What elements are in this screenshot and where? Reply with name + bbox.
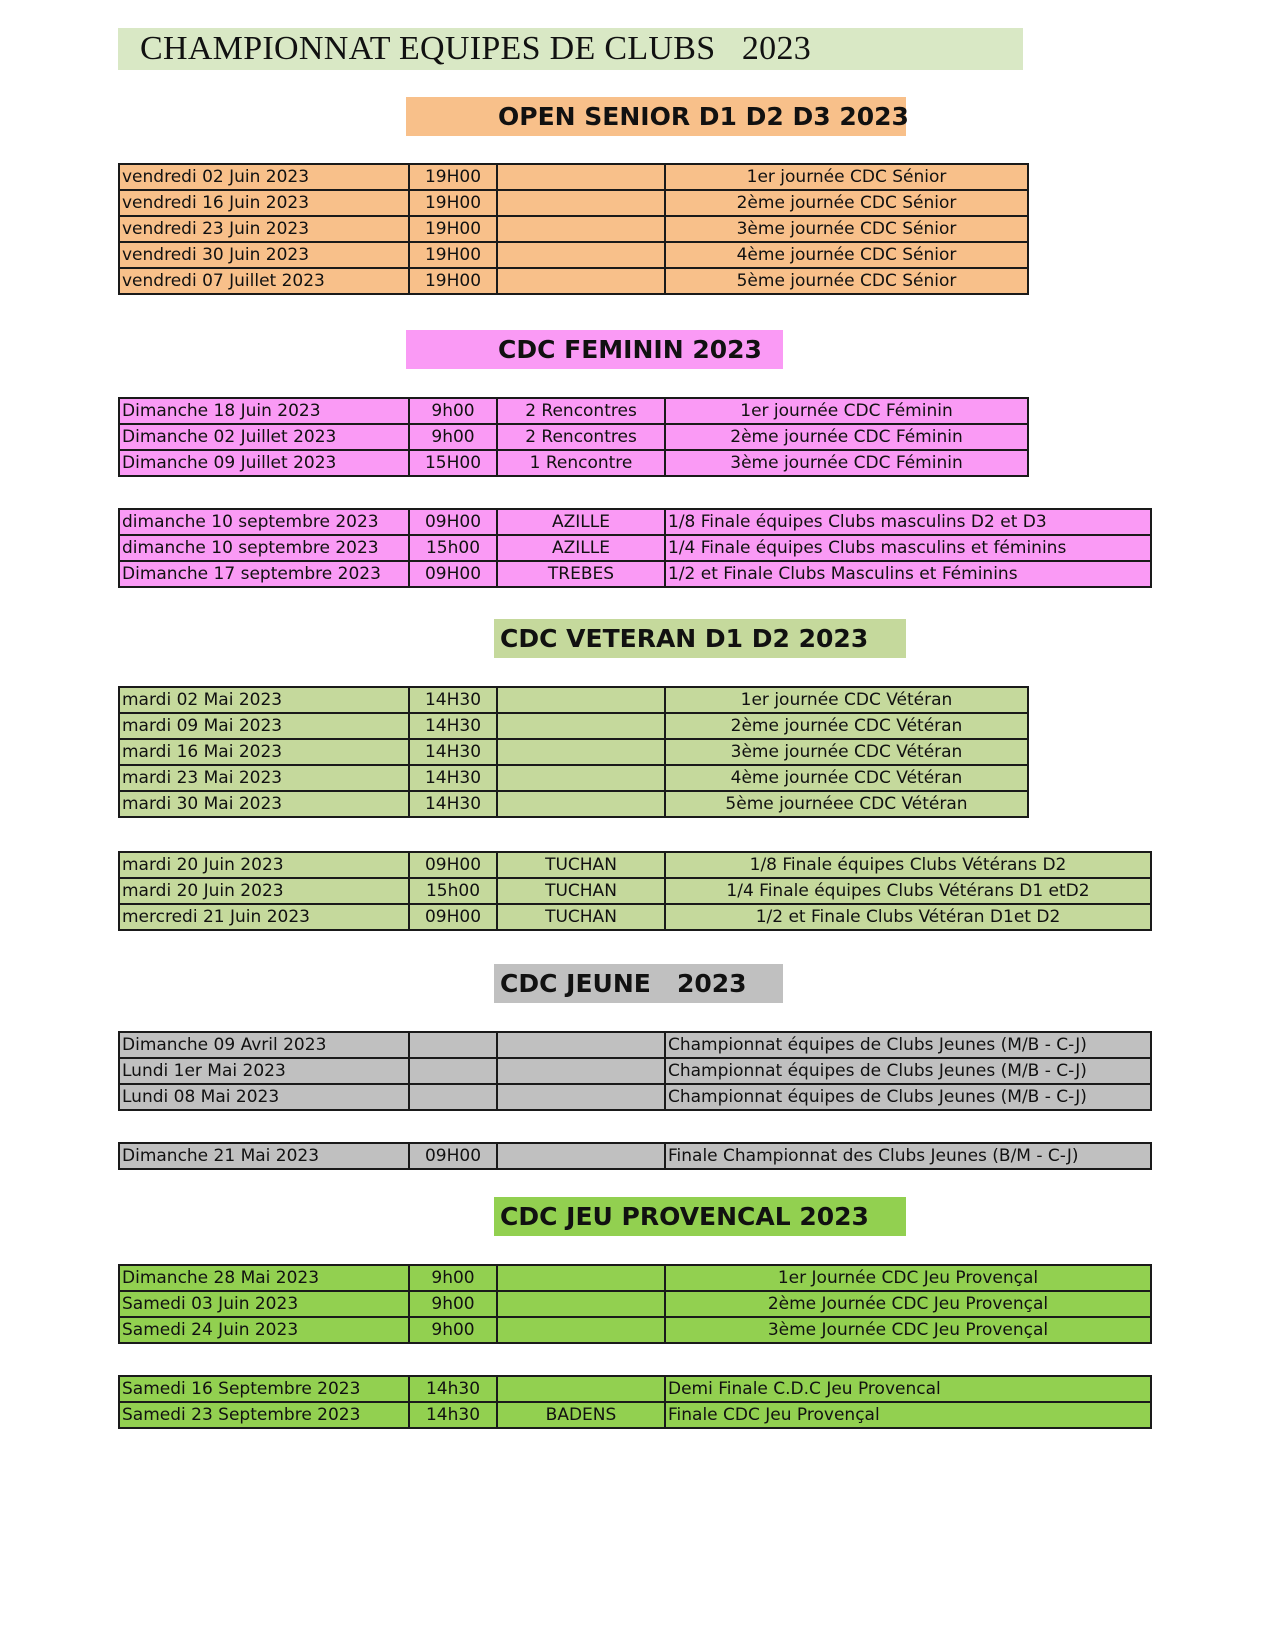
provencal-schedule-table: [118, 1264, 1152, 1344]
table-row: [119, 1291, 1151, 1317]
date-cell: vendredi 07 Juillet 2023: [119, 268, 409, 294]
date-cell: Dimanche 17 septembre 2023: [119, 561, 409, 587]
location-cell: [497, 765, 665, 791]
table-row: [119, 1376, 1151, 1402]
event-cell: Championnat équipes de Clubs Jeunes (M/B - C-J): [665, 1032, 1151, 1058]
location-cell: [497, 1317, 665, 1343]
date-cell: Samedi 03 Juin 2023: [119, 1291, 409, 1317]
feminin-finals-table: [118, 508, 1152, 588]
event-cell: 1er journée CDC Sénior: [665, 164, 1028, 190]
event-cell: Demi Finale C.D.C Jeu Provencal: [665, 1376, 1151, 1402]
location-cell: [497, 687, 665, 713]
date-cell: Samedi 23 Septembre 2023: [119, 1402, 409, 1428]
date-cell: mardi 23 Mai 2023: [119, 765, 409, 791]
table-row: [119, 878, 1151, 904]
date-cell: Dimanche 28 Mai 2023: [119, 1265, 409, 1291]
location-cell: [497, 1143, 665, 1169]
location-cell: TUCHAN: [497, 878, 665, 904]
event-cell: 3ème journée CDC Vétéran: [665, 739, 1028, 765]
time-cell: 14H30: [409, 687, 497, 713]
location-cell: [497, 791, 665, 817]
time-cell: 14H30: [409, 713, 497, 739]
event-cell: 2ème Journée CDC Jeu Provençal: [665, 1291, 1151, 1317]
time-cell: 9h00: [409, 1317, 497, 1343]
jeune-schedule-table: [118, 1031, 1152, 1111]
time-cell: 09H00: [409, 852, 497, 878]
location-cell: [497, 190, 665, 216]
location-cell: [497, 164, 665, 190]
table-row: [119, 739, 1028, 765]
time-cell: 15h00: [409, 878, 497, 904]
table-row: [119, 561, 1151, 587]
event-cell: 2ème journée CDC Vétéran: [665, 713, 1028, 739]
date-cell: mardi 16 Mai 2023: [119, 739, 409, 765]
time-cell: 9h00: [409, 398, 497, 424]
time-cell: 9h00: [409, 424, 497, 450]
event-cell: Finale CDC Jeu Provençal: [665, 1402, 1151, 1428]
event-cell: 4ème journée CDC Vétéran: [665, 765, 1028, 791]
date-cell: mardi 02 Mai 2023: [119, 687, 409, 713]
time-cell: [409, 1084, 497, 1110]
date-cell: mardi 09 Mai 2023: [119, 713, 409, 739]
event-cell: 2ème journée CDC Féminin: [665, 424, 1028, 450]
time-cell: 19H00: [409, 164, 497, 190]
date-cell: vendredi 30 Juin 2023: [119, 242, 409, 268]
event-cell: Championnat équipes de Clubs Jeunes (M/B - C-J): [665, 1058, 1151, 1084]
date-cell: Lundi 1er Mai 2023: [119, 1058, 409, 1084]
location-cell: BADENS: [497, 1402, 665, 1428]
time-cell: 09H00: [409, 1143, 497, 1169]
date-cell: dimanche 10 septembre 2023: [119, 509, 409, 535]
event-cell: 1/8 Finale équipes Clubs Vétérans D2: [665, 852, 1151, 878]
time-cell: 19H00: [409, 242, 497, 268]
section-title-feminin: CDC FEMININ 2023: [406, 330, 783, 369]
section-title-veteran: CDC VETERAN D1 D2 2023: [494, 619, 906, 658]
time-cell: 09H00: [409, 904, 497, 930]
event-cell: 1/2 et Finale Clubs Masculins et Féminins: [665, 561, 1151, 587]
event-cell: Finale Championnat des Clubs Jeunes (B/M - C-J): [665, 1143, 1151, 1169]
date-cell: Dimanche 09 Avril 2023: [119, 1032, 409, 1058]
time-cell: 19H00: [409, 190, 497, 216]
time-cell: 9h00: [409, 1291, 497, 1317]
table-row: [119, 216, 1028, 242]
document-title: CHAMPIONNAT EQUIPES DE CLUBS 2023: [118, 28, 1023, 70]
event-cell: 4ème journée CDC Sénior: [665, 242, 1028, 268]
location-cell: [497, 268, 665, 294]
event-cell: 1/4 Finale équipes Clubs masculins et féminins: [665, 535, 1151, 561]
date-cell: Lundi 08 Mai 2023: [119, 1084, 409, 1110]
table-row: [119, 852, 1151, 878]
table-row: [119, 509, 1151, 535]
location-cell: [497, 1265, 665, 1291]
date-cell: dimanche 10 septembre 2023: [119, 535, 409, 561]
provencal-finals-table: [118, 1375, 1152, 1429]
table-row: [119, 535, 1151, 561]
section-title-jeune: CDC JEUNE 2023: [494, 964, 783, 1003]
location-cell: [497, 216, 665, 242]
event-cell: 3ème journée CDC Sénior: [665, 216, 1028, 242]
location-cell: 2 Rencontres: [497, 424, 665, 450]
table-row: [119, 1317, 1151, 1343]
date-cell: mardi 20 Juin 2023: [119, 878, 409, 904]
jeune-finals-table: [118, 1142, 1152, 1170]
location-cell: [497, 1032, 665, 1058]
table-row: [119, 450, 1028, 476]
date-cell: Samedi 24 Juin 2023: [119, 1317, 409, 1343]
location-cell: [497, 242, 665, 268]
event-cell: 1/4 Finale équipes Clubs Vétérans D1 etD2: [665, 878, 1151, 904]
time-cell: 09H00: [409, 509, 497, 535]
time-cell: 14h30: [409, 1376, 497, 1402]
table-row: [119, 268, 1028, 294]
table-row: [119, 1143, 1151, 1169]
date-cell: vendredi 23 Juin 2023: [119, 216, 409, 242]
event-cell: 1er Journée CDC Jeu Provençal: [665, 1265, 1151, 1291]
table-row: [119, 687, 1028, 713]
section-title-senior: OPEN SENIOR D1 D2 D3 2023: [406, 97, 906, 136]
table-row: [119, 904, 1151, 930]
event-cell: 1/2 et Finale Clubs Vétéran D1et D2: [665, 904, 1151, 930]
location-cell: TREBES: [497, 561, 665, 587]
table-row: [119, 765, 1028, 791]
table-row: [119, 1032, 1151, 1058]
time-cell: 14H30: [409, 739, 497, 765]
date-cell: mardi 20 Juin 2023: [119, 852, 409, 878]
date-cell: vendredi 16 Juin 2023: [119, 190, 409, 216]
event-cell: 2ème journée CDC Sénior: [665, 190, 1028, 216]
location-cell: [497, 1058, 665, 1084]
event-cell: 1er journée CDC Vétéran: [665, 687, 1028, 713]
date-cell: Samedi 16 Septembre 2023: [119, 1376, 409, 1402]
location-cell: AZILLE: [497, 535, 665, 561]
date-cell: Dimanche 18 Juin 2023: [119, 398, 409, 424]
time-cell: 14H30: [409, 765, 497, 791]
table-row: [119, 424, 1028, 450]
section-title-provencal: CDC JEU PROVENCAL 2023: [494, 1197, 906, 1236]
table-row: [119, 242, 1028, 268]
table-row: [119, 1265, 1151, 1291]
location-cell: [497, 713, 665, 739]
time-cell: 15h00: [409, 535, 497, 561]
time-cell: 14h30: [409, 1402, 497, 1428]
time-cell: [409, 1058, 497, 1084]
location-cell: TUCHAN: [497, 904, 665, 930]
time-cell: 09H00: [409, 561, 497, 587]
event-cell: 5ème journée CDC Sénior: [665, 268, 1028, 294]
date-cell: Dimanche 21 Mai 2023: [119, 1143, 409, 1169]
date-cell: mardi 30 Mai 2023: [119, 791, 409, 817]
event-cell: 3ème journée CDC Féminin: [665, 450, 1028, 476]
location-cell: 2 Rencontres: [497, 398, 665, 424]
date-cell: Dimanche 02 Juillet 2023: [119, 424, 409, 450]
location-cell: [497, 1084, 665, 1110]
time-cell: 19H00: [409, 216, 497, 242]
event-cell: 1/8 Finale équipes Clubs masculins D2 et D3: [665, 509, 1151, 535]
table-row: [119, 1402, 1151, 1428]
table-row: [119, 1084, 1151, 1110]
location-cell: 1 Rencontre: [497, 450, 665, 476]
location-cell: [497, 1291, 665, 1317]
feminin-schedule-table: [118, 397, 1029, 477]
time-cell: 14H30: [409, 791, 497, 817]
location-cell: TUCHAN: [497, 852, 665, 878]
time-cell: 19H00: [409, 268, 497, 294]
time-cell: 9h00: [409, 1265, 497, 1291]
location-cell: AZILLE: [497, 509, 665, 535]
event-cell: 3ème Journée CDC Jeu Provençal: [665, 1317, 1151, 1343]
time-cell: [409, 1032, 497, 1058]
event-cell: Championnat équipes de Clubs Jeunes (M/B - C-J): [665, 1084, 1151, 1110]
senior-schedule-table: [118, 163, 1029, 295]
veteran-schedule-table: [118, 686, 1029, 818]
date-cell: mercredi 21 Juin 2023: [119, 904, 409, 930]
table-row: [119, 164, 1028, 190]
veteran-finals-table: [118, 851, 1152, 931]
table-row: [119, 190, 1028, 216]
location-cell: [497, 1376, 665, 1402]
date-cell: Dimanche 09 Juillet 2023: [119, 450, 409, 476]
table-row: [119, 1058, 1151, 1084]
date-cell: vendredi 02 Juin 2023: [119, 164, 409, 190]
location-cell: [497, 739, 665, 765]
table-row: [119, 398, 1028, 424]
table-row: [119, 713, 1028, 739]
event-cell: 5ème journéee CDC Vétéran: [665, 791, 1028, 817]
table-row: [119, 791, 1028, 817]
time-cell: 15H00: [409, 450, 497, 476]
event-cell: 1er journée CDC Féminin: [665, 398, 1028, 424]
